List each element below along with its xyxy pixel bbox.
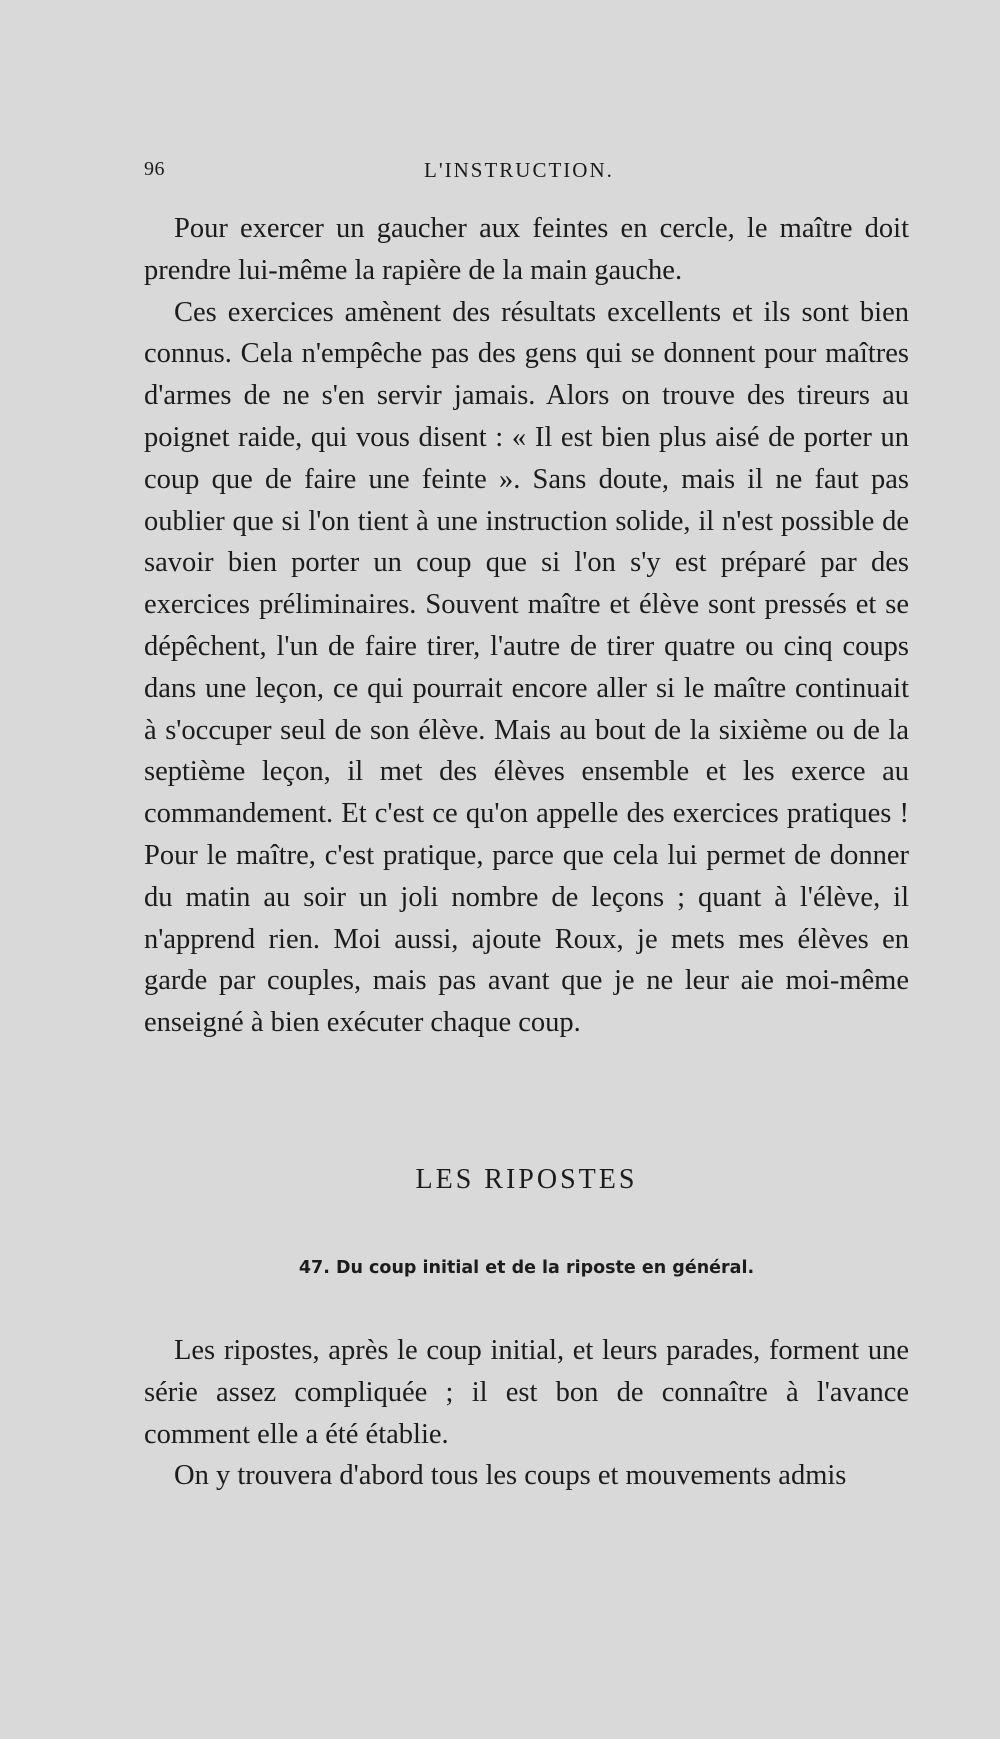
- page-number: 96: [144, 158, 165, 180]
- section-body-text: [144, 1330, 909, 1497]
- running-title: L'INSTRUCTION.: [424, 158, 614, 182]
- section-heading: LES RIPOSTES: [415, 1164, 638, 1195]
- paragraph-2: Ces exercices amènent des résultats excellents et ils sont bien connus. Cela n'empêche pas des gens qui se donnent pour maîtres d'armes de ne s'en servir jamais. Alors on trouve des tireurs au poignet raide, qui vous disent : « Il est bien plus aisé de porter un coup que de faire une feinte ». Sans doute, mais il ne faut pas oublier que si l'on tient à une instruction solide, il n'est possible de savoir bien porter un coup que si l'on s'y est préparé par des exercices préliminaires. Souvent maître et élève sont pressés et se dépêchent, l'un de faire tirer, l'autre de tirer quatre ou cinq coups dans une leçon, ce qui pourrait encore aller si le maître continuait à s'occuper seul de son élève. Mais au bout de la sixième ou de la septième leçon, il met des élèves ensemble et les exerce au commandement. Et c'est ce qu'on appelle des exercices pratiques ! Pour le maître, c'est pratique, parce que cela lui permet de donner du matin au soir un joli nombre de leçons ; quant à l'élève, il n'apprend rien. Moi aussi, ajoute Roux, je mets mes élèves en garde par couples, mais pas avant que je ne leur aie moi-même enseigné à bien exécuter chaque coup.: [144, 296, 909, 1039]
- section-paragraph-2: On y trouvera d'abord tous les coups et mouvements admis: [174, 1460, 847, 1492]
- section-paragraph-1: Les ripostes, après le coup initial, et leurs parades, forment une série assez compliquée ; il est bon de connaître à l'avance comment elle a été établie.: [144, 1335, 909, 1450]
- body-text: [144, 208, 909, 1044]
- paragraph-1: Pour exercer un gaucher aux feintes en cercle, le maître doit prendre lui-même la rapière de la main gauche.: [144, 213, 909, 286]
- running-head: [144, 158, 909, 188]
- subsection-heading: 47. Du coup initial et de la riposte en général.: [298, 1258, 755, 1278]
